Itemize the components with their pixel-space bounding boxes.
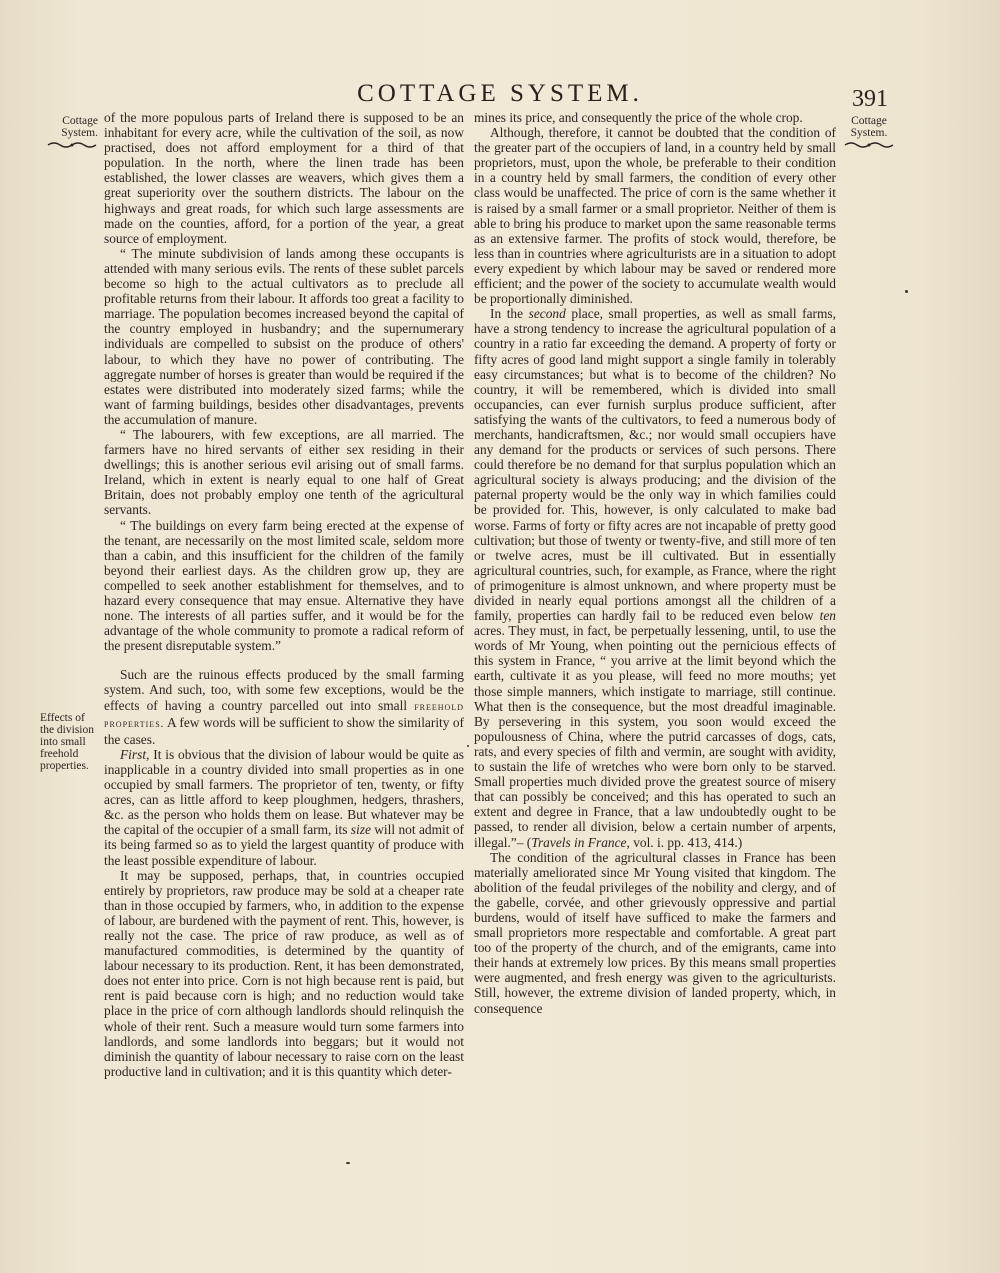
paper-speck: [346, 1162, 350, 1164]
italic-text: size: [350, 822, 371, 838]
left-column: [104, 110, 464, 1079]
text-run: vol. i. pp. 413, 414.): [633, 834, 743, 850]
text-run: acres. They must, in fact, be perpetually lessening, until, to use the words of Mr Young, when pointing out the pernicious effects of this system in France, “ you arrive at the limit beyond which the earth, cultivate it as you please, will feed no more mouths; yet those simple manners, which instigate to marriage, still continue. What then is the consequence, but the most dreadful imaginable. By persevering in this system, you soon would exceed the populousness of China, where the putrid carcasses of dogs, cats, rats, and every species of filth and vermin, are sought with avidity, to sustain the life of wretches who were born only to be starved. Small properties much divided prove the greatest source of misery that can possibly be conceived; and this has operated to such an extent and degree in France, that a law undoubtedly ought to be passed, to render all division, below a certain number of arpents, illegal.”– (: [474, 623, 836, 850]
running-title: COTTAGE SYSTEM.: [357, 80, 643, 107]
paper-speck: [467, 745, 469, 747]
paragraph: [104, 667, 464, 746]
right-column: [474, 110, 836, 1016]
paragraph: of the more populous parts of Ireland there is supposed to be an inhabitant for every acre, while the cultivation of the soil, as now practised, does not afford employment for a third of that population. In the north, where the linen trade has been established, the lower classes are weavers, which gives them a great superiority over the southern districts. The labour on the highways and great roads, for which such large assessments are made on the counties, afford, for a portion of the year, a great source of employment.: [104, 110, 464, 246]
paragraph: “ The labourers, with few exceptions, are all married. The farmers have no hired servants of either sex residing in their dwellings; this is another serious evil arising out of small farms. Ireland, which in extent is nearly equal to one half of Great Britain, does not probably employ one tenth of the agricultural servants.: [104, 426, 464, 518]
text-run: It is obvious that the division of labour would be quite as inapplicable in a country divided into small properties as in one occupied by small farmers. The proprietor of ten, twenty, or fifty acres, can as little afford to keep ploughmen, hedgers, thrashers, &c. as the person who holds them on lease. But whatever may be the capital of the occupier of a small farm, its: [104, 746, 464, 838]
sidenote-cottage-system-left: [46, 115, 98, 149]
text-run: In the: [490, 306, 524, 322]
flourish-ornament-icon: [46, 141, 98, 149]
paragraph: It may be supposed, perhaps, that, in countries occupied entirely by proprietors, raw produce may be sold at a cheaper rate than in those occupied by farmers, who, in addition to the expense of labour, are burdened with the payment of rent. This, however, is really not the case. The price of raw produce, as well as of manufactured commodities, is determined by the quantity of labour necessary to its production. Rent, it has been demonstrated, does not enter into price. Corn is not high because rent is paid, but rent is paid because corn is high; and no reduction would take place in the price of corn although landlords should relinquish the whole of their rent. Such a measure would turn some farmers into landlords, and some landlords into beggars; but it would not diminish the quantity of labour necessary to raise corn on the least productive land in cultivation; and it is this quantity which deter-: [104, 867, 464, 1079]
paragraph: “ The buildings on every farm being erected at the expense of the tenant, are necessarily on the most limited scale, seldom more than a cabin, and this insufficient for the children of the family beyond their earliest days. As the children grow up, they are compelled to seek another establishment for themselves, and to hazard every consequence that may ensue. Alternative they have none. The interests of all parties suffer, and it would be for the advantage of the whole community to promote a radical reform of the present disreputable system.”: [104, 517, 464, 654]
paragraph: mines its price, and consequently the price of the whole crop.: [474, 110, 803, 125]
sidenote-text: Cottage System.: [61, 115, 98, 139]
italic-text: second: [528, 306, 566, 322]
sidenote-text: Cottage System.: [850, 115, 888, 139]
flourish-ornament-icon: [843, 141, 895, 149]
italic-text: Travels in France,: [531, 834, 630, 850]
paragraph-gap: [104, 653, 464, 667]
text-run: A few words will be sufficient to show the similarity of the cases.: [104, 714, 464, 747]
paragraph: “ The minute subdivision of lands among these occupants is attended with many serious evils. The rents of these sublet parcels become so high to the actual cultivators as to preclude all profitable returns from their labour. It affords too great a facility to marriage. The population becomes increased beyond the capital of the country employed in husbandry; and the supernumerary individuals are compelled to subsist on the produce of others' labour, to which they have no power of contributing. The aggregate number of horses is greater than would be required if the estates were distributed into moderately sized farms; while the want of farming buildings, besides other disadvantages, prevents the accumulation of manure.: [104, 245, 464, 427]
paragraph: [474, 306, 836, 849]
sidenote-cottage-system-right: [842, 115, 896, 149]
paragraph: [104, 747, 464, 868]
paragraph: The condition of the agricultural classes in France has been materially ameliorated since Mr Young visited that kingdom. The abolition of the feudal privileges of the nobility and clergy, and of the gabelle, corvée, and other grievously oppressive and partial burdens, would of itself have sufficed to make the farmers and small proprietors more respectable and comfortable. A great part too of the property of the church, and of the emigrants, came into their hands at extremely low prices. By this means small properties were augmented, and fresh energy was given to the agriculturists. Still, however, the extreme division of landed property, which, in consequence: [474, 849, 836, 1016]
sidenote-effects-of-division: Effects of the division into small freehold properties.: [40, 712, 94, 772]
page-number: 391: [852, 86, 888, 112]
small-caps-text: freehold properties.: [104, 700, 464, 730]
paragraph: Although, therefore, it cannot be doubted that the condition of the greater part of the occupiers of land, in a country held by small proprietors, must, upon the whole, be preferable to their condition in a country held by small farmers, the condition of every other class would be unaffected. The price of corn is the same whether it is raised by a small farmer or a small proprietor. Neither of them is able to bring his produce to market upon the same reasonable terms as an extensive farmer. The profits of stock would, therefore, be less than in countries where agriculturists are in a situation to adopt every expedient by which labour may be saved or rendered more efficient; and the power of the society to accumulate wealth would be proportionally diminished.: [474, 125, 836, 307]
text-run: will not admit of its being farmed so as to yield the largest quantity of produce with the least possible expenditure of labour.: [104, 822, 464, 868]
italic-text: ten: [819, 608, 836, 624]
paper-speck: [905, 290, 908, 293]
italic-text: First,: [120, 746, 150, 762]
text-run: place, small properties, as well as small farms, have a strong tendency to increase the agricultural population of a country in a ratio far exceeding the demand. A property of forty or fifty acres of good land might support a single family in tolerably easy circumstances; but what is to become of the children? No country, it will be remembered, which is divided into small occupancies, can ever furnish surplus produce sufficient, after satisfying the wants of the cultivators, to feed a numerous body of merchants, handicraftsmen, &c.; nor would small occupiers have any demand for the products or services of such persons. There could therefore be no demand for that surplus population which an agricultural society is always producing; and the division of the paternal property would be the only way in which families could be provided for. This, however, is only calculated to make bad worse. Farms of forty or fifty acres are not incapable of pretty good cultivation; but those of twenty or twenty-five, and still more of ten or twelve acres, must be ill cultivated. But in essentially agricultural countries, such, for example, as France, where the right of primogeniture is almost unknown, and where property must be divided in nearly equal portions amongst all the children of a family, properties can hardly fail to be reduced even below: [474, 306, 836, 624]
text-run: Such are the ruinous effects produced by the small farming system. And such, too, with some few exceptions, would be the effects of having a country parcelled out into small: [104, 667, 464, 713]
